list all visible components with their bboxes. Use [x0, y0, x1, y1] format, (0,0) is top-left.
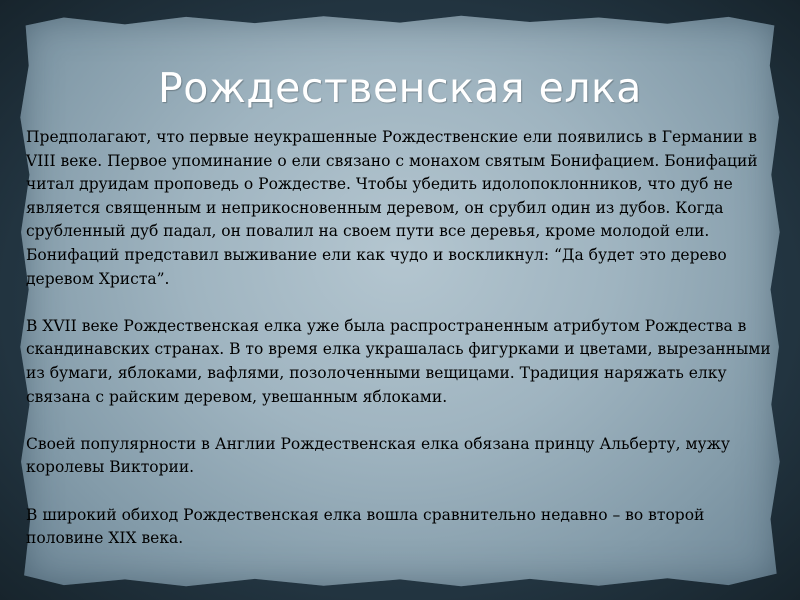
slide-title: Рождественская елка	[158, 64, 642, 112]
paragraph-england: Своей популярности в Англии Рождественская елка обязана принцу Альберту, мужу королевы Виктории.	[26, 434, 730, 477]
paragraph-19th-century: В широкий обиход Рождественская елка вошла сравнительно недавно – во второй половине XIX века.	[26, 505, 705, 548]
slide-body	[26, 126, 776, 551]
paragraph-scandinavia: В XVII веке Рождественская елка уже была распространенным атрибутом Рождества в скандинавских странах. В то время елка украшалась фигурками и цветами, вырезанными из бумаги, яблоками, вафлями, позолоченными вещицами. Традиция наряжать елку связана с райским деревом, увешанным яблоками.	[26, 316, 771, 406]
paragraph-germany: Предполагают, что первые неукрашенные Рождественские ели появились в Германии в VIII веке. Первое упоминание о ели связано с монахом святым Бонифацием. Бонифаций читал друидам проповедь о Рождестве. Чтобы убедить идолопоклонников, что дуб не является священным и неприкосновенным деревом, он срубил один из дубов. Когда срубленный дуб падал, он повалил на своем пути все деревья, кроме молодой ели. Бонифаций представил выживание ели как чудо и воскликнул: “Да будет это дерево деревом Христа”.	[26, 128, 758, 288]
